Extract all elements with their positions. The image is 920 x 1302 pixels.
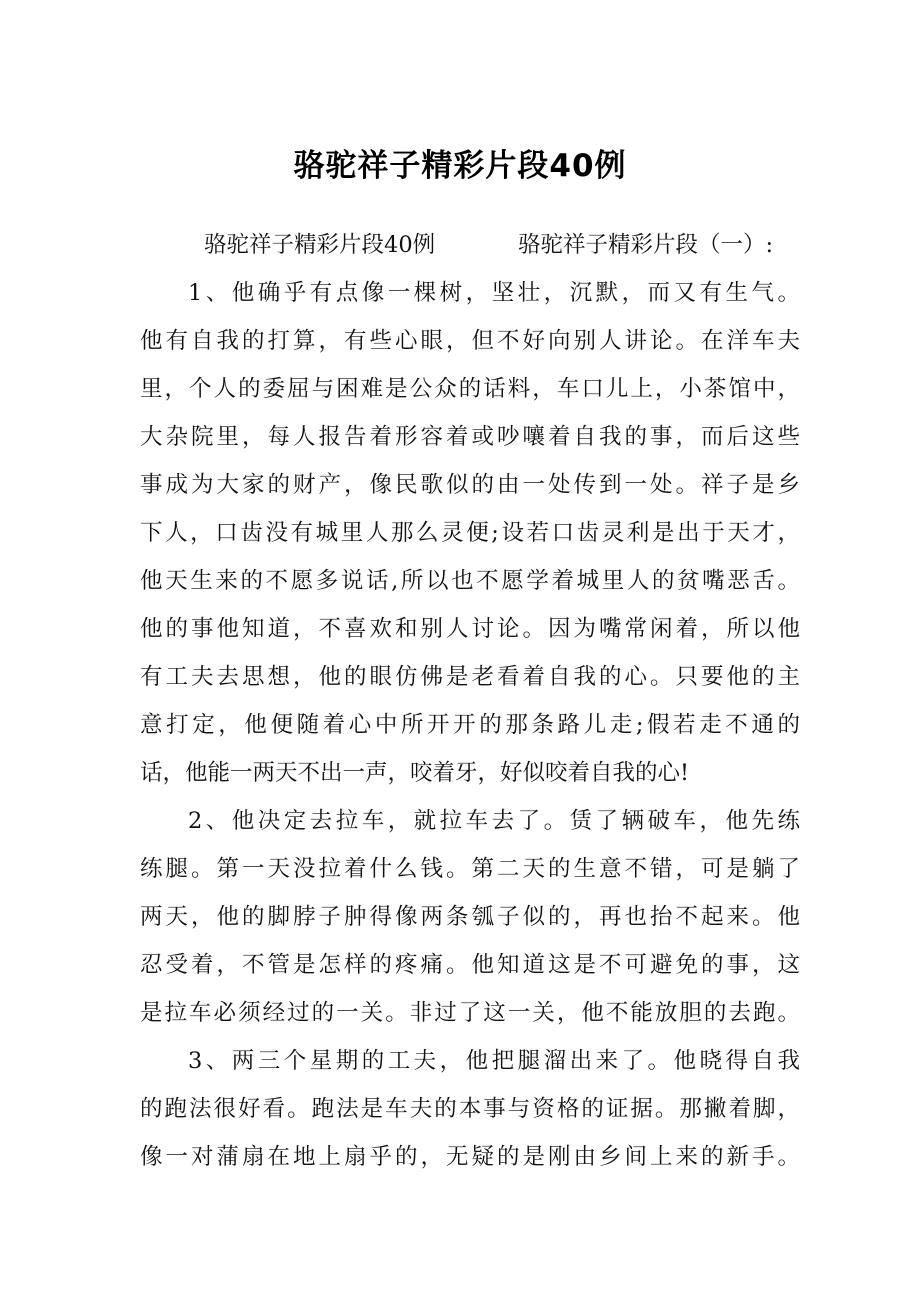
paragraph-line: 他天生来的不愿多说话,所以也不愿学着城里人的贫嘴恶舌。 [140, 568, 800, 594]
paragraph-line: 意打定，他便随着心中所开开的那条路儿走;假若走不通的 [140, 712, 800, 738]
subheading-right: 骆驼祥子精彩片段（一）: [518, 232, 774, 258]
paragraph-line: 的跑法很好看。跑法是车夫的本事与资格的证据。那撇着脚， [140, 1096, 800, 1122]
paragraph-line: 事成为大家的财产，像民歌似的由一处传到一处。祥子是乡 [140, 472, 800, 498]
document-title: 骆驼祥子精彩片段40例 [293, 148, 627, 184]
paragraph-line: 他有自我的打算，有些心眼，但不好向别人讲论。在洋车夫 [140, 328, 800, 354]
paragraph-line: 练腿。第一天没拉着什么钱。第二天的生意不错，可是躺了 [140, 856, 800, 882]
paragraph-line: 3、两三个星期的工夫，他把腿溜出来了。他晓得自我 [188, 1048, 800, 1074]
paragraph-line: 像一对蒲扇在地上扇乎的，无疑的是刚由乡间上来的新手。 [140, 1144, 800, 1170]
paragraph-line: 2、他决定去拉车，就拉车去了。赁了辆破车，他先练 [188, 808, 800, 834]
paragraph-line: 话，他能一两天不出一声，咬着牙，好似咬着自我的心! [140, 760, 690, 786]
subheading-row [140, 222, 800, 270]
paragraph-line: 两天，他的脚脖子肿得像两条瓠子似的，再也抬不起来。他 [140, 904, 800, 930]
paragraph-line: 是拉车必须经过的一关。非过了这一关，他不能放胆的去跑。 [140, 1000, 800, 1026]
subheading-left: 骆驼祥子精彩片段40例 [204, 232, 436, 258]
paragraph-line: 有工夫去思想，他的眼仿佛是老看着自我的心。只要他的主 [140, 664, 800, 690]
paragraph-line: 大杂院里，每人报告着形容着或吵嚷着自我的事，而后这些 [140, 424, 800, 450]
paragraph-line: 忍受着，不管是怎样的疼痛。他知道这是不可避免的事，这 [140, 952, 800, 978]
paragraph-line: 他的事他知道，不喜欢和别人讨论。因为嘴常闲着，所以他 [140, 616, 800, 642]
paragraph-line: 里，个人的委屈与困难是公众的话料，车口儿上，小茶馆中， [140, 376, 800, 402]
paragraph-line: 1、他确乎有点像一棵树，坚壮，沉默，而又有生气。 [188, 280, 800, 306]
paragraph-line: 下人，口齿没有城里人那么灵便;设若口齿灵利是出于天才， [140, 520, 800, 546]
